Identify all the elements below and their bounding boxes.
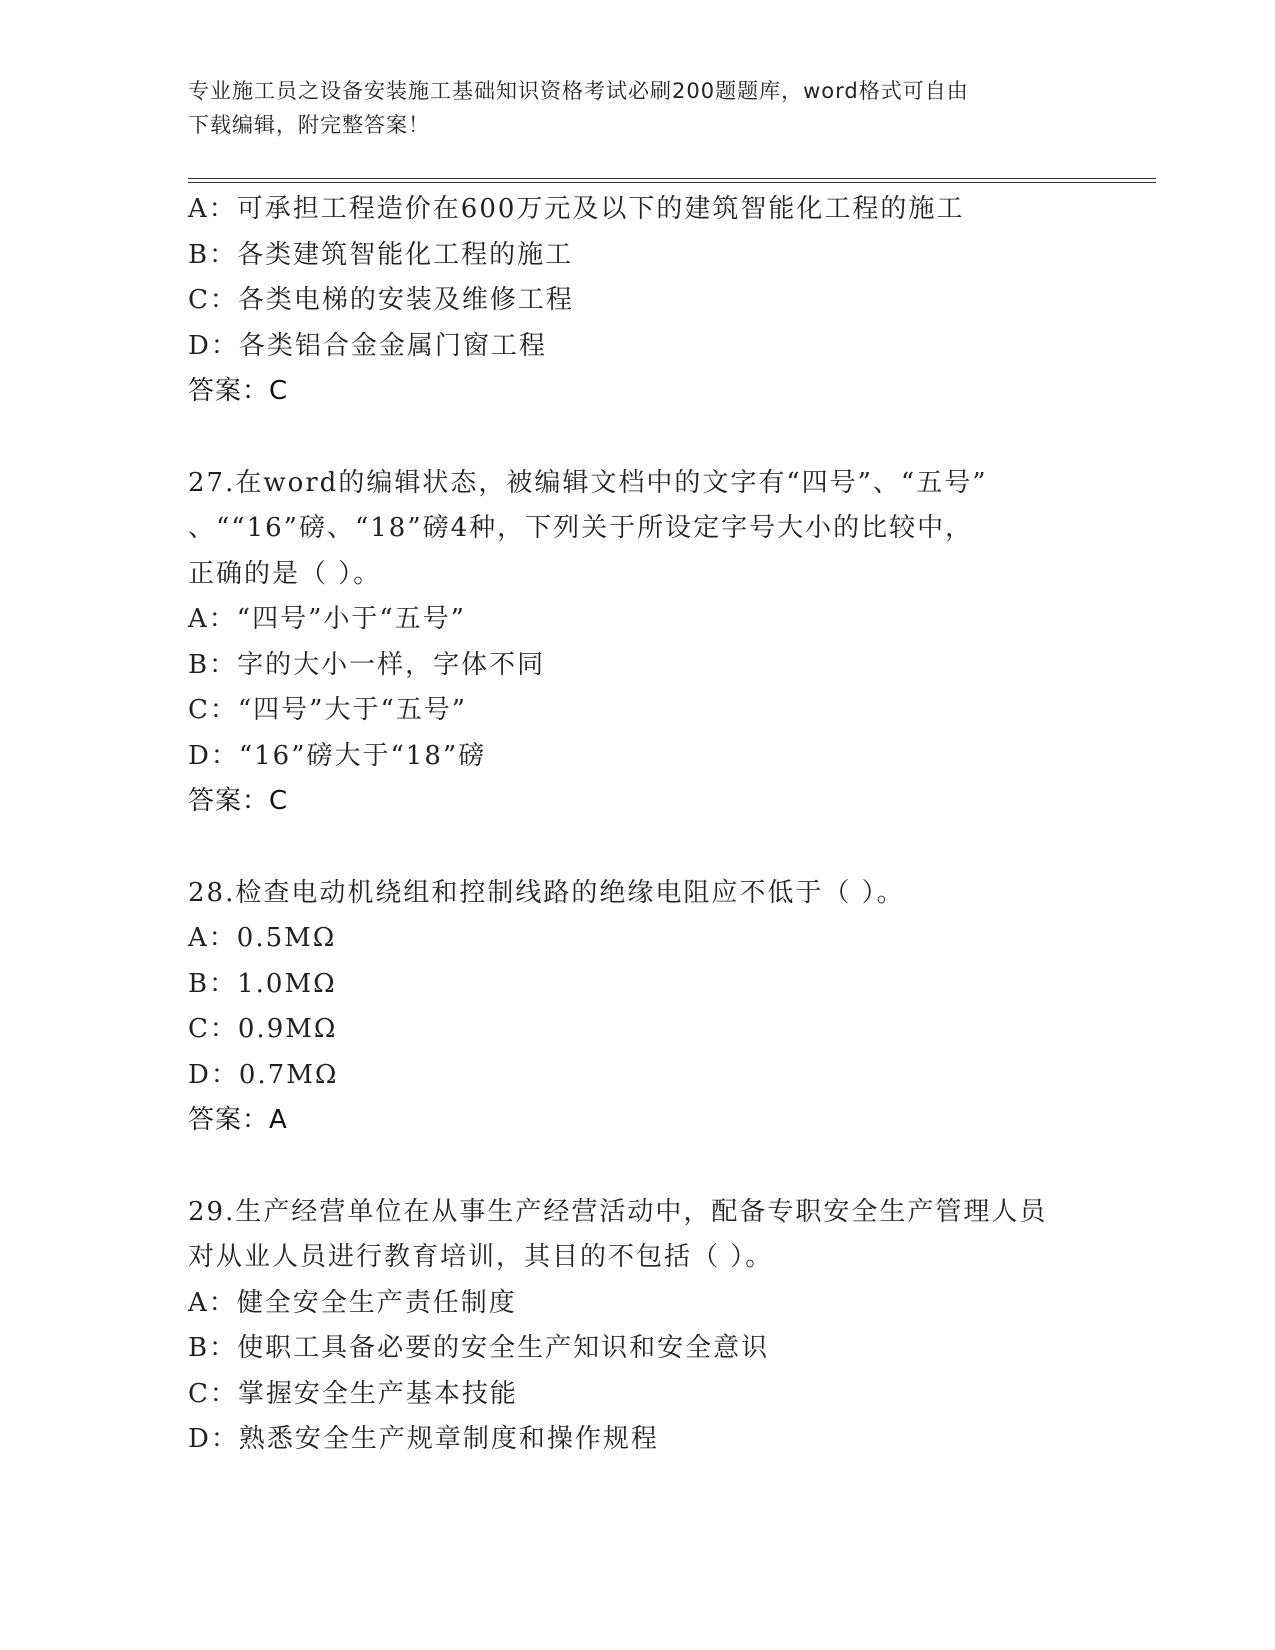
question-spacer [188,825,1108,871]
option-c: C：“四号”大于“五号” [188,695,468,725]
header-rule-bottom [188,182,1156,183]
option-a: A：0.5MΩ [188,923,337,953]
option-d: D：“16”磅大于“18”磅 [188,740,487,771]
question-stem-line: 正确的是（ ）。 [188,558,382,589]
option-d: D：熟悉安全生产规章制度和操作规程 [188,1424,659,1454]
question-stem-line: 对从业人员进行教育培训，其目的不包括（ ）。 [188,1242,774,1272]
answer-line: 答案：A [188,1105,288,1135]
header-rule-top [188,178,1156,179]
option-a: A：“四号”小于“五号” [188,604,466,634]
question-stem-line: 29.生产经营单位在从事生产经营活动中，配备专职安全生产管理人员 [188,1196,1048,1227]
question-spacer [188,415,1108,461]
option-b: B：各类建筑智能化工程的施工 [188,239,574,270]
question-list [188,187,1108,1463]
option-b: B：使职工具备必要的安全生产知识和安全意识 [188,1333,770,1363]
option-d: D：各类铝合金金属门窗工程 [188,330,547,361]
option-b: B：1.0MΩ [188,968,337,999]
question-stem-line: 27.在word的编辑状态，被编辑文档中的文字有“四号”、“五号” [188,467,988,498]
header-line-1: 专业施工员之设备安装施工基础知识资格考试必刷200题题库，word格式可自由 [188,79,969,103]
question-stem-line: 28.检查电动机绕组和控制线路的绝缘电阻应不低于（ ）。 [188,877,905,908]
answer-line: 答案：C [188,376,289,406]
option-a: A：健全安全生产责任制度 [188,1287,517,1318]
question-stem-line: 、““16”磅、“18”磅4种，下列关于所设定字号大小的比较中， [188,513,974,543]
option-d: D：0.7MΩ [188,1059,339,1090]
option-a: A：可承担工程造价在600万元及以下的建筑智能化工程的施工 [188,194,965,224]
option-c: C：掌握安全生产基本技能 [188,1378,518,1409]
document-header [188,74,1068,142]
question-block [188,871,1108,1144]
option-c: C：0.9MΩ [188,1014,338,1044]
question-block [188,461,1108,825]
question-spacer [188,1144,1108,1190]
header-line-2: 下载编辑，附完整答案！ [188,113,430,137]
answer-line: 答案：C [188,786,289,816]
question-block [188,1190,1108,1463]
option-c: C：各类电梯的安装及维修工程 [188,285,574,315]
question-block [188,187,1108,415]
option-b: B：字的大小一样，字体不同 [188,649,546,680]
